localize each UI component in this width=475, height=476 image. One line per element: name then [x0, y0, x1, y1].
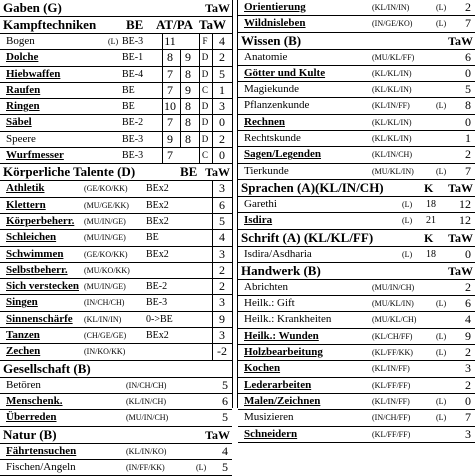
talent-name: Sagen/Legenden — [244, 148, 322, 161]
talent-attributes: (MU/IN/CH) — [126, 413, 169, 423]
taw-value: 0 — [212, 148, 231, 163]
talent-row[interactable] — [0, 132, 232, 148]
taw-value: 7 — [465, 16, 471, 31]
gesellschaft-header — [0, 361, 232, 378]
taw-value: -2 — [212, 344, 231, 359]
at-value: 7 — [162, 148, 177, 163]
talent-attributes: (MU/KL/IN) — [372, 166, 414, 176]
taw-value: 4 — [222, 443, 228, 458]
talent-name: Rechnen — [244, 115, 285, 128]
talent-name: Kochen — [244, 362, 281, 375]
behinderung-value: BE-1 — [122, 52, 144, 64]
talent-attributes: (MU/IN/GE) — [84, 282, 126, 292]
taw-value: 3 — [212, 295, 231, 310]
wissen-rows — [238, 50, 475, 180]
steigerung-type: D — [199, 67, 210, 82]
at-value: 7 — [162, 83, 177, 98]
natur-rows — [0, 444, 232, 476]
taw-value: 3 — [212, 181, 231, 196]
talent-row[interactable] — [0, 444, 232, 460]
talent-row[interactable] — [0, 247, 232, 263]
talent-attributes: (KL/IN/KO) — [126, 446, 167, 456]
taw-value: 6 — [465, 49, 471, 64]
talent-name: Rechtskunde — [244, 132, 301, 145]
talent-row[interactable] — [238, 164, 475, 180]
talent-row[interactable] — [0, 312, 232, 328]
talent-name: Singen — [6, 296, 38, 309]
taw-value: 5 — [212, 67, 231, 82]
talent-attributes: (KL/IN/CH) — [372, 150, 412, 160]
leitmerkmal: (L) — [402, 216, 413, 226]
talent-row[interactable] — [0, 279, 232, 295]
talent-attributes: (MU/GE/KK) — [84, 200, 129, 210]
talent-row[interactable] — [0, 214, 232, 230]
taw-value: 2 — [212, 132, 231, 147]
koerper-rows — [0, 181, 232, 360]
talent-row[interactable] — [0, 295, 232, 311]
talent-row[interactable] — [238, 82, 475, 98]
sprachen-title: Sprachen (A)(KL/IN/CH) — [241, 179, 384, 195]
taw-value: 0 — [465, 65, 471, 80]
steigerung-type: D — [199, 115, 210, 130]
talent-attributes: (KL/CH/FF) — [372, 331, 413, 341]
talent-row[interactable] — [0, 410, 232, 426]
taw-value: 0 — [465, 393, 471, 408]
behinderung-value: BE — [146, 232, 159, 244]
talent-row[interactable] — [0, 99, 232, 115]
handwerk-taw-header: TaW — [448, 263, 473, 278]
behinderung-value: BE-3 — [146, 297, 168, 309]
natur-taw-header: TaW — [205, 427, 230, 442]
talent-name: Heilk.: Wunden — [244, 329, 319, 342]
talent-row[interactable] — [238, 361, 475, 377]
behinderung-value: BE-4 — [122, 68, 144, 80]
behinderung-value: BE-2 — [146, 281, 168, 293]
taw-value: 1 — [465, 131, 471, 146]
talent-name: Schneidern — [244, 427, 298, 440]
taw-value: 2 — [465, 377, 471, 392]
talent-name: Sinnenschärfe — [6, 312, 73, 325]
taw-value: 4 — [212, 34, 231, 49]
talent-attributes: (KL/IN/FF) — [372, 364, 410, 374]
talent-row[interactable] — [238, 213, 475, 229]
talent-name: Pflanzenkunde — [244, 99, 310, 112]
wissen-title: Wissen (B) — [241, 32, 302, 48]
talent-name: Musizieren — [244, 411, 294, 424]
talent-row[interactable] — [238, 280, 475, 296]
talent-name: Ringen — [6, 100, 40, 113]
sprachen-taw-header: TaW — [448, 180, 473, 195]
sprachen-header — [238, 180, 475, 197]
taw-value: 12 — [459, 196, 471, 211]
gaben-taw-header: TaW — [205, 1, 230, 15]
pa-value: 8 — [180, 67, 195, 82]
talent-name: Sich verstecken — [6, 280, 80, 293]
steigerung-type: C — [199, 83, 210, 98]
talent-attributes: (MU/IN/CH) — [372, 282, 415, 292]
komplexitaet-value: 18 — [426, 248, 436, 260]
talent-attributes: (KL/IN/IN) — [372, 3, 410, 12]
gesellschaft-title: Gesellschaft (B) — [3, 360, 91, 376]
gaben-header — [0, 0, 232, 17]
at-value: 11 — [162, 34, 177, 49]
handwerk-header — [238, 263, 475, 280]
leitmerkmal: (L) — [402, 249, 413, 259]
talent-attributes: (KL/KL/IN) — [372, 85, 412, 95]
talent-attributes: (MU/KO/KK) — [84, 265, 130, 275]
talent-row[interactable] — [0, 115, 232, 131]
talent-name: Speere — [6, 132, 36, 145]
behinderung-value: BE-3 — [122, 150, 144, 162]
talent-row[interactable] — [238, 66, 475, 82]
taw-value: 9 — [465, 328, 471, 343]
talent-row[interactable] — [238, 247, 475, 263]
talent-attributes: (IN/GE/KO) — [372, 19, 413, 29]
talent-name: Anatomie — [244, 50, 288, 63]
talent-name: Magiekunde — [244, 83, 299, 96]
talent-row[interactable] — [0, 34, 232, 50]
talent-row[interactable] — [0, 394, 232, 410]
talent-name: Fährtensuchen — [6, 444, 77, 457]
schrift-rows — [238, 247, 475, 263]
talent-row[interactable] — [0, 344, 232, 360]
natur-title: Natur (B) — [3, 426, 57, 442]
talent-row[interactable] — [238, 50, 475, 66]
talent-attributes: (GE/KO/KK) — [84, 249, 128, 259]
leitmerkmal: (L) — [402, 199, 413, 209]
leitmerkmal: (L) — [436, 101, 447, 111]
talent-name: Götter und Kulte — [244, 66, 326, 79]
taw-value: 7 — [465, 410, 471, 425]
taw-value: 6 — [222, 393, 228, 408]
talent-row[interactable] — [238, 394, 475, 410]
leitmerkmal: (L) — [108, 37, 119, 46]
talent-row[interactable] — [238, 16, 475, 32]
talent-name: Überreden — [6, 411, 57, 424]
talent-attributes: (IN/FF/KK) — [126, 462, 165, 472]
at-value: 10 — [164, 99, 176, 114]
talent-attributes: (MU/IN/GE) — [84, 233, 126, 243]
talent-row[interactable] — [0, 230, 232, 246]
talent-name: Zechen — [6, 345, 41, 358]
talent-row[interactable] — [238, 329, 475, 345]
talent-name: Heilk.: Gift — [244, 297, 295, 310]
talent-name: Menschenk. — [6, 394, 63, 407]
taw-value: 3 — [465, 426, 471, 441]
talent-name: Holzbearbeitung — [244, 346, 323, 359]
talent-row[interactable] — [0, 378, 232, 394]
natur-continued-rows — [238, 0, 475, 33]
wissen-header — [238, 33, 475, 50]
leitmerkmal: (L) — [436, 396, 447, 406]
taw-value: 4 — [212, 230, 231, 245]
talent-row[interactable] — [0, 328, 232, 344]
talent-name: Säbel — [6, 116, 32, 129]
at-value: 9 — [162, 132, 177, 147]
koerper-be-header: BE — [180, 164, 198, 180]
talent-attributes: (MU/KL/CH) — [372, 315, 417, 325]
talent-row[interactable] — [238, 115, 475, 131]
handwerk-title: Handwerk (B) — [241, 262, 321, 278]
talent-name: Garethi — [244, 197, 277, 210]
taw-value: 2 — [465, 147, 471, 162]
talent-attributes: (KL/FF/FF) — [372, 429, 411, 439]
steigerung-type: D — [199, 132, 210, 147]
schrift-k-header: K — [424, 230, 434, 245]
leitmerkmal: (L) — [196, 462, 207, 472]
at-value: 7 — [162, 67, 177, 82]
talent-row[interactable] — [238, 0, 475, 16]
kampftechniken-header — [0, 17, 232, 34]
komplexitaet-value: 18 — [426, 198, 436, 210]
right-column — [238, 0, 475, 441]
taw-header: TaW — [199, 17, 226, 32]
pa-value: 8 — [180, 132, 195, 147]
talent-name: Schleichen — [6, 231, 57, 244]
natur-header — [0, 427, 232, 444]
sprachen-rows — [238, 197, 475, 230]
pa-value: 9 — [180, 83, 195, 98]
koerper-header — [0, 164, 232, 181]
komplexitaet-value: 21 — [426, 215, 436, 227]
talent-name: Lederarbeiten — [244, 378, 312, 391]
wissen-taw-header: TaW — [448, 33, 473, 48]
talent-row[interactable] — [238, 345, 475, 361]
talent-row[interactable] — [238, 312, 475, 328]
talent-name: Wurfmesser — [6, 149, 64, 162]
talent-name: Tanzen — [6, 329, 40, 342]
kampftechniken-title: Kampftechniken — [3, 17, 97, 32]
talent-row[interactable] — [238, 296, 475, 312]
talent-attributes: (KL/IN/FF) — [372, 101, 410, 111]
behinderung-value: BEx2 — [146, 199, 169, 211]
behinderung-value: BEx2 — [146, 248, 169, 260]
leitmerkmal: (L) — [436, 166, 447, 176]
talent-row[interactable] — [0, 198, 232, 214]
talent-name: Körperbeherr. — [6, 214, 75, 227]
talent-attributes: (KL/FF/FF) — [372, 380, 411, 390]
talent-row[interactable] — [0, 460, 232, 476]
taw-value: 5 — [465, 82, 471, 97]
talent-name: Fischen/Angeln — [6, 460, 76, 473]
talent-name: Malen/Zeichnen — [244, 394, 321, 407]
pa-value: 9 — [180, 50, 195, 65]
talent-name: Orientierung — [244, 1, 306, 13]
koerper-title: Körperliche Talente (D) — [3, 164, 136, 180]
talent-name: Dolche — [6, 51, 39, 64]
taw-value: 3 — [212, 247, 231, 262]
talent-row[interactable] — [238, 410, 475, 426]
kampf-rows — [0, 34, 232, 164]
taw-value: 2 — [212, 279, 231, 294]
talent-attributes: (MU/IN/GE) — [84, 216, 126, 226]
behinderung-value: BEx2 — [146, 330, 169, 342]
be-header: BE — [126, 17, 144, 32]
talent-row[interactable] — [238, 131, 475, 147]
pa-value: 8 — [180, 115, 195, 130]
talent-attributes: (KL/KL/IN) — [372, 134, 412, 144]
behinderung-value: BE — [122, 84, 135, 96]
talent-name: Heilk.: Krankheiten — [244, 313, 332, 326]
talent-name: Isdira/Asdharia — [244, 247, 312, 260]
behinderung-value: BE-3 — [122, 133, 144, 145]
taw-value: 3 — [465, 361, 471, 376]
schrift-taw-header: TaW — [448, 230, 473, 245]
talent-attributes: (KL/IN/IN) — [84, 314, 122, 324]
talent-name: Schwimmen — [6, 247, 64, 260]
taw-value: 5 — [222, 410, 228, 425]
taw-value: 3 — [212, 328, 231, 343]
taw-value: 12 — [459, 213, 471, 228]
talent-row[interactable] — [238, 197, 475, 213]
talent-name: Athletik — [6, 182, 45, 195]
taw-value: 5 — [212, 214, 231, 229]
behinderung-value: BE-3 — [122, 36, 144, 47]
talent-name: Isdira — [244, 214, 273, 227]
leitmerkmal: (L) — [436, 19, 447, 29]
at-value: 8 — [162, 50, 177, 65]
taw-value: 7 — [465, 163, 471, 178]
taw-value: 2 — [465, 279, 471, 294]
schrift-header — [238, 230, 475, 247]
at-value: 7 — [162, 115, 177, 130]
talent-name: Betören — [6, 378, 41, 391]
handwerk-rows — [238, 280, 475, 443]
taw-value: 2 — [212, 263, 231, 278]
behinderung-value: BE-2 — [122, 117, 144, 129]
koerper-taw-header: TaW — [205, 165, 230, 180]
talent-name: Klettern — [6, 198, 46, 211]
taw-value: 4 — [465, 312, 471, 327]
talent-row[interactable] — [0, 148, 232, 164]
talent-row[interactable] — [0, 67, 232, 83]
behinderung-value: BEx2 — [146, 215, 169, 227]
taw-value: 2 — [465, 345, 471, 360]
taw-value: 0 — [465, 114, 471, 129]
talent-attributes: (KL/KL/IN) — [372, 68, 412, 78]
taw-value: 6 — [465, 296, 471, 311]
talent-attributes: (IN/KO/KK) — [84, 347, 126, 357]
taw-value: 9 — [212, 312, 231, 327]
talent-name: Abrichten — [244, 280, 288, 293]
talent-row[interactable] — [0, 263, 232, 279]
sprachen-k-header: K — [424, 180, 434, 195]
talent-attributes: (KL/FF/KK) — [372, 348, 413, 358]
behinderung-value: BE — [122, 101, 135, 113]
gaben-title: Gaben (G) — [3, 0, 62, 15]
schrift-title: Schrift (A) (KL/KL/FF) — [241, 229, 374, 245]
atpa-header: AT/PA — [156, 17, 194, 32]
taw-value: 0 — [465, 246, 471, 261]
leitmerkmal: (L) — [436, 348, 447, 358]
leitmerkmal: (L) — [436, 331, 447, 341]
talent-name: Raufen — [6, 83, 41, 96]
talent-row[interactable] — [0, 181, 232, 197]
taw-value: 2 — [465, 0, 471, 14]
taw-value: 5 — [222, 377, 228, 392]
pa-value: 8 — [180, 99, 195, 114]
behinderung-value: 0->BE — [146, 313, 173, 325]
taw-value: 5 — [222, 459, 228, 474]
talent-attributes: (IN/CH/CH) — [126, 380, 167, 390]
talent-attributes: (MU/KL/FF) — [372, 52, 415, 62]
talent-attributes: (IN/CH/FF) — [372, 413, 411, 423]
leitmerkmal: (L) — [436, 299, 447, 309]
talent-attributes: (MU/KL/IN) — [372, 299, 414, 309]
talent-name: Selbstbeherr. — [6, 263, 68, 276]
left-column — [0, 0, 232, 474]
steigerung-type: F — [199, 34, 210, 49]
taw-value: 1 — [212, 83, 231, 98]
talent-attributes: (IN/CH/CH) — [84, 298, 125, 308]
talent-row[interactable] — [0, 50, 232, 66]
steigerung-type: D — [199, 50, 210, 65]
talent-row[interactable] — [238, 147, 475, 163]
taw-value: 8 — [465, 98, 471, 113]
talent-attributes: (KL/KL/IN) — [372, 117, 412, 127]
talent-name: Tierkunde — [244, 164, 289, 177]
taw-value: 6 — [212, 198, 231, 213]
talent-name: Wildnisleben — [244, 17, 306, 30]
talent-row[interactable] — [238, 427, 475, 443]
gesellschaft-rows — [0, 378, 232, 427]
steigerung-type: D — [199, 99, 210, 114]
leitmerkmal: (L) — [436, 3, 447, 12]
talent-attributes: (KL/IN/FF) — [372, 396, 410, 406]
behinderung-value: BEx2 — [146, 183, 169, 195]
talent-row[interactable] — [238, 98, 475, 114]
talent-name: Bogen — [6, 35, 35, 47]
talent-row[interactable] — [238, 378, 475, 394]
taw-value: 2 — [212, 50, 231, 65]
talent-row[interactable] — [0, 83, 232, 99]
taw-value: 0 — [212, 115, 231, 130]
leitmerkmal: (L) — [436, 413, 447, 423]
talent-attributes: (KL/IN/CH) — [126, 396, 166, 406]
talent-attributes: (CH/GE/GE) — [84, 331, 127, 341]
talent-attributes: (GE/KO/KK) — [84, 184, 128, 194]
steigerung-type: C — [199, 148, 210, 163]
talent-name: Hiebwaffen — [6, 67, 61, 80]
taw-value: 3 — [212, 99, 231, 114]
